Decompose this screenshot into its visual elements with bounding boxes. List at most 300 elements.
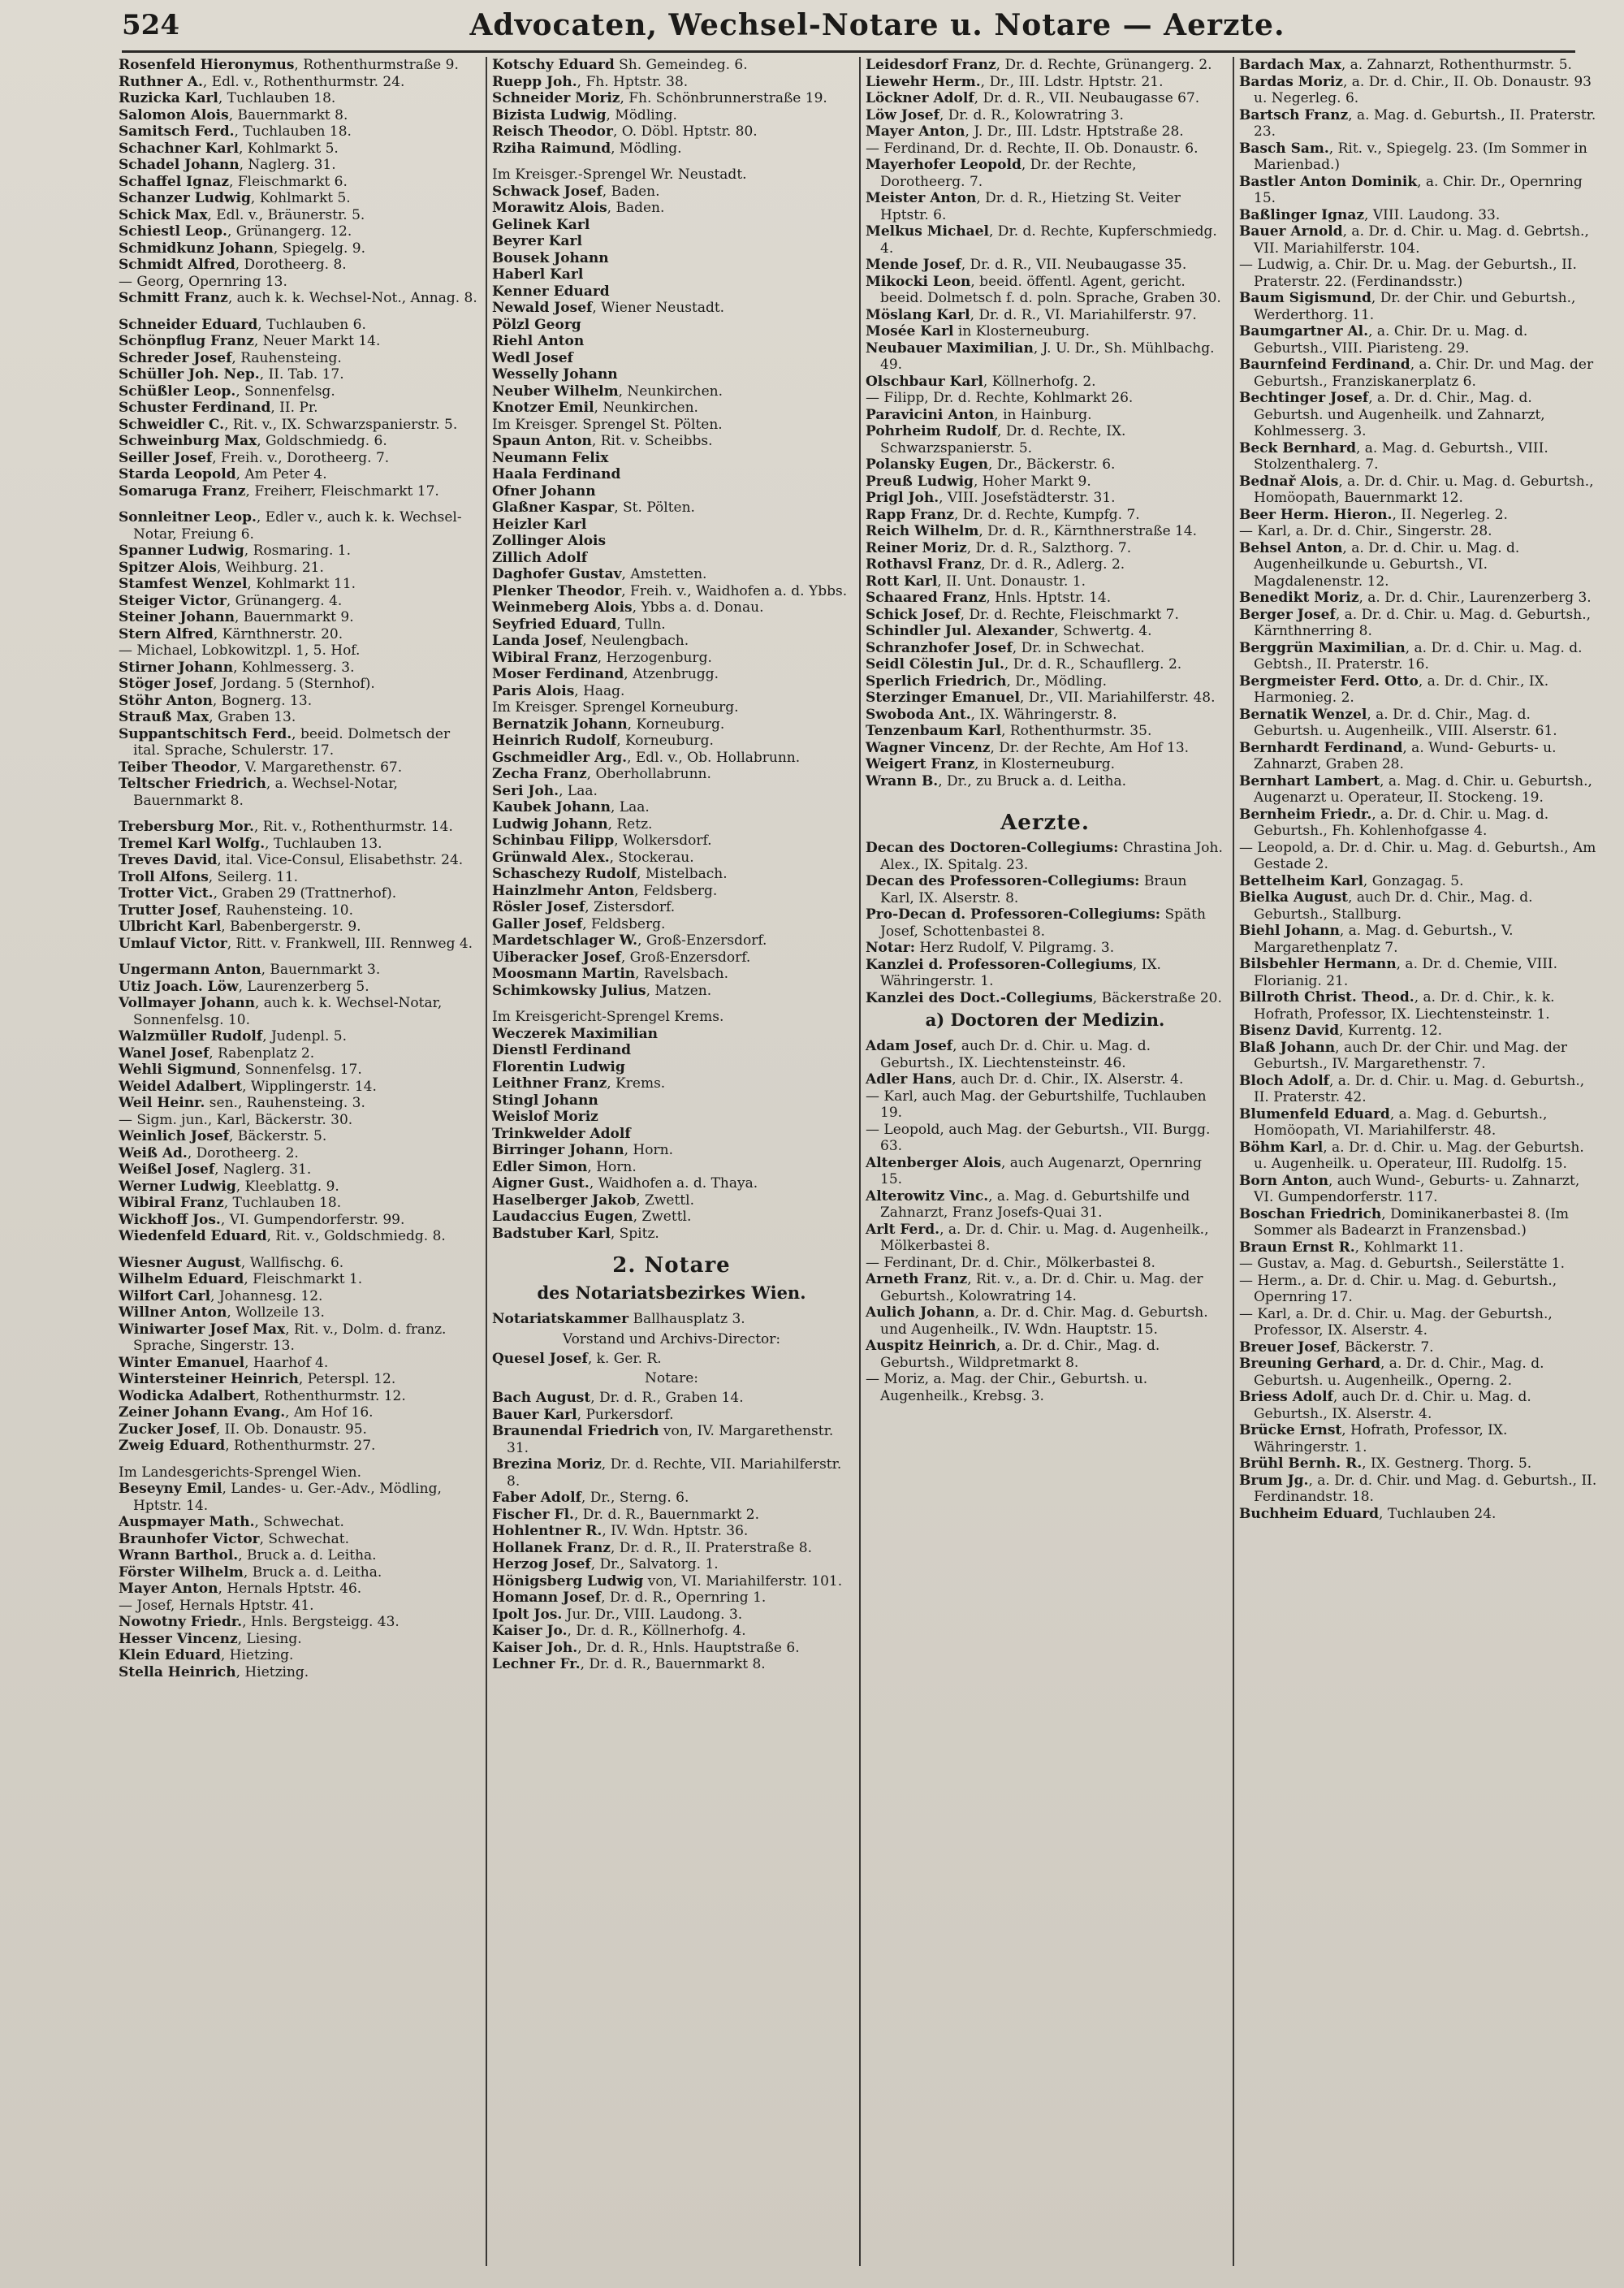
- entry-name: Weinlich Josef: [119, 1128, 229, 1144]
- entry-details: , a. Dr. d. Chir. u. Mag. d. Augenheilkunde u. Geburtsh., VI. Magdalenenstr. 12.: [1254, 539, 1520, 590]
- directory-entry: [1239, 840, 1600, 873]
- entry-details: , Kohlmarkt 5.: [238, 140, 339, 157]
- entry-name: Knotzer Emil: [492, 400, 594, 416]
- entry-name: Braunendal Friedrich: [492, 1423, 659, 1439]
- entry-details: , Edl. v., Bräunerstr. 5.: [207, 206, 365, 223]
- directory-entry: [492, 899, 851, 916]
- directory-entry: [492, 350, 851, 367]
- entry-details: , a. Dr. d. Chir. u. Mag. d. Gebtsh., II. Praterstr. 16.: [1254, 639, 1583, 673]
- entry-name: Polansky Eugen: [866, 456, 989, 473]
- entry-details: , Wallfischg. 6.: [240, 1254, 344, 1271]
- entry-name: Möslang Karl: [866, 306, 970, 323]
- entry-name: Sperlich Friedrich: [866, 673, 1007, 690]
- entry-details: , Fh. Schönbrunnerstraße 19.: [620, 90, 827, 106]
- directory-entry: [119, 776, 477, 809]
- entry-name: Bernhart Lambert: [1239, 772, 1380, 789]
- directory-entry: [866, 656, 1224, 673]
- entry-details: , a. Dr. d. Chir., k. k. Hofrath, Professor, IX. Liechtensteinstr. 1.: [1254, 989, 1555, 1023]
- entry-name: Bergmeister Ferd. Otto: [1239, 673, 1419, 690]
- entry-name: Klein Eduard: [119, 1647, 221, 1663]
- subheading: Notare:: [645, 1370, 698, 1386]
- entry-details: , Dr. d. Rechte, Kumpfg. 7.: [953, 506, 1140, 523]
- entry-name: Schweinburg Max: [119, 433, 257, 449]
- entry-details: , O. Döbl. Hptstr. 80.: [612, 123, 758, 140]
- entry-name: Wrann Barthol.: [119, 1547, 239, 1564]
- directory-entry: [119, 74, 477, 91]
- directory-entry: [119, 333, 477, 350]
- directory-entry: [492, 366, 851, 383]
- entry-details: , Kärnthnerstr. 20.: [213, 625, 343, 642]
- directory-entry: [492, 633, 851, 650]
- entry-name: Schmitt Franz: [119, 290, 228, 306]
- directory-entry: [119, 693, 477, 710]
- entry-details: , a. Dr. d. Chir. u. Mag. d. Geburtsh., II. Praterstr. 42.: [1254, 1072, 1585, 1105]
- entry-details: , Laa.: [559, 782, 598, 799]
- entry-name: Briess Adolf: [1239, 1389, 1333, 1405]
- entry-name: Löw Josef: [866, 106, 939, 123]
- directory-entry: [492, 500, 851, 517]
- entry-name: Schaffel Ignaz: [119, 173, 230, 190]
- entry-details: , Dr. d. R., VII. Neubaugasse 35.: [961, 257, 1187, 273]
- entry-name: Florentin Ludwig: [492, 1058, 625, 1075]
- entry-details: — Karl, auch Mag. der Geburtshilfe, Tuchlauben 19.: [866, 1088, 1207, 1121]
- directory-entry: [119, 466, 477, 483]
- entry-details: , a. Wechsel-Notar, Bauernmarkt 8.: [133, 776, 398, 809]
- entry-details: , Dr., Bäckerstr. 6.: [988, 456, 1116, 473]
- entry-details: , Dr. d. Rechte, VII. Mariahilferstr. 8.: [507, 1456, 842, 1490]
- directory-entry: [866, 1371, 1224, 1404]
- entry-details: , Rit. v., a. Dr. d. Chir. u. Mag. der Geburtsh., Kolowratring 14.: [880, 1271, 1203, 1304]
- directory-entry: [866, 723, 1224, 740]
- directory-entry: [866, 1271, 1224, 1304]
- directory-entry: [866, 1338, 1224, 1371]
- directory-entry: [1239, 1073, 1600, 1106]
- entry-name: Schranzhofer Josef: [866, 639, 1013, 656]
- directory-entry: [492, 1226, 851, 1243]
- directory-entry: [866, 123, 1224, 141]
- directory-entry: [492, 683, 851, 700]
- entry-details: — Ferdinant, Dr. d. Chir., Mölkerbastei 8.: [866, 1254, 1155, 1271]
- directory-entry: [866, 223, 1224, 257]
- entry-details: , Dr. d. R., Bauernmarkt 2.: [573, 1506, 760, 1523]
- directory-entry: [119, 609, 477, 626]
- entry-name: Basch Sam.: [1239, 140, 1329, 157]
- entry-name: Weinmeberg Alois: [492, 599, 633, 616]
- directory-entry: [492, 1159, 851, 1176]
- entry-details: — Moriz, a. Mag. der Chir., Geburtsh. u. Augenheilk., Krebsg. 3.: [866, 1371, 1148, 1404]
- entry-details: , Hietzing.: [220, 1647, 294, 1663]
- entry-name: Schaared Franz: [866, 590, 987, 606]
- entry-details: , Bäckerstraße 20.: [1092, 989, 1222, 1006]
- directory-entry: [492, 983, 851, 1000]
- directory-entry: [1239, 107, 1600, 141]
- directory-entry: [119, 1288, 477, 1305]
- directory-entry: [866, 74, 1224, 91]
- entry-name: Blaß Johann: [1239, 1039, 1336, 1056]
- directory-entry: [119, 869, 477, 886]
- entry-details: , Tuchlauben 6.: [257, 316, 366, 333]
- entry-details: , J. Dr., III. Ldstr. Hptstraße 28.: [965, 123, 1184, 140]
- entry-name: Werner Ludwig: [119, 1178, 236, 1195]
- entry-name: Bernheim Friedr.: [1239, 806, 1372, 823]
- spacer: [119, 952, 477, 962]
- entry-details: , Rothenthurmstraße 9.: [294, 57, 459, 73]
- entry-name: Brühl Bernh. R.: [1239, 1455, 1363, 1472]
- entry-details: , a. Chir. Dr. und Mag. der Geburtsh., Franziskanerplatz 6.: [1254, 357, 1594, 390]
- entry-details: , Ybbs a. d. Donau.: [632, 599, 764, 616]
- entry-details: , a. Dr. d. Chir. u. Mag. d. Geburtsh., Fh. Kohlenhofgasse 4.: [1254, 806, 1549, 839]
- entry-name: Schönpflug Franz: [119, 333, 254, 349]
- entry-name: Kanzlei d. Professoren-Collegiums: [866, 956, 1133, 973]
- directory-entry: [866, 1088, 1224, 1122]
- entry-name: Sonnleitner Leop.: [119, 509, 257, 526]
- entry-details: , Baden.: [602, 183, 660, 200]
- entry-name: Winter Emanuel: [119, 1354, 245, 1371]
- entry-details: , Dr. d. R., Köllnerhofg. 4.: [567, 1623, 746, 1639]
- directory-entry: [119, 1438, 477, 1455]
- directory-entry: [492, 1390, 851, 1407]
- entry-name: Mosée Karl: [866, 323, 954, 340]
- entry-name: Schüßler Leop.: [119, 383, 236, 400]
- entry-details: , Mödling.: [606, 106, 677, 123]
- entry-details: , a. Dr. d. Chir., Mag. d. Geburtsh. und Augenheilk. und Zahnarzt, Kohlmesserg. 3.: [1254, 390, 1545, 439]
- directory-entry: [492, 483, 851, 500]
- entry-details: , auch Dr. der Chir. und Mag. der Geburtsh., IV. Margarethenstr. 7.: [1254, 1039, 1568, 1072]
- entry-name: Laudaccius Eugen: [492, 1209, 633, 1225]
- entry-name: Seyfried Eduard: [492, 616, 617, 633]
- entry-details: , Köllnerhofg. 2.: [983, 373, 1096, 390]
- entry-details: , a. Dr. d. Chir. u. Mag. d. Geburtsh., Kärnthnerring 8.: [1254, 606, 1591, 639]
- entry-details: , Sonnenfelsg. 17.: [235, 1062, 362, 1078]
- entry-details: Im Landesgerichts-Sprengel Wien.: [119, 1464, 362, 1481]
- directory-entry: [119, 483, 477, 500]
- entry-details: , Dr., VII. Mariahilferstr. 48.: [1019, 690, 1216, 706]
- entry-name: Badstuber Karl: [492, 1225, 611, 1242]
- entry-details: Jur. Dr., VIII. Laudong. 3.: [562, 1606, 743, 1623]
- entry-name: Kotschy Eduard: [492, 57, 615, 73]
- entry-name: Homann Josef: [492, 1589, 602, 1606]
- entry-name: Plenker Theodor: [492, 582, 622, 599]
- entry-name: Reich Wilhelm: [866, 523, 979, 539]
- entry-name: Landa Josef: [492, 633, 583, 649]
- entry-name: Wilhelm Eduard: [119, 1271, 244, 1287]
- entry-details: , beeid. Dolmetsch der ital. Sprache, Schulerstr. 17.: [133, 725, 451, 759]
- entry-name: Spaun Anton: [492, 433, 592, 449]
- spacer: [492, 999, 851, 1009]
- entry-name: Spanner Ludwig: [119, 543, 244, 559]
- directory-entry: [866, 423, 1224, 456]
- entry-name: Seiller Josef: [119, 449, 213, 466]
- entry-name: Zeiner Johann Evang.: [119, 1404, 286, 1421]
- directory-entry: [119, 1531, 477, 1548]
- entry-name: Behsel Anton: [1239, 539, 1343, 556]
- entry-name: Schaschezy Rudolf: [492, 866, 637, 882]
- entry-details: , a. Dr. d. Chir., Mag. d. Geburtsh. u. Augenheilk., Operng. 2.: [1254, 1356, 1544, 1389]
- entry-name: Berger Josef: [1239, 606, 1336, 623]
- entry-details: , Krems.: [607, 1075, 666, 1092]
- entry-details: , Kohlmarkt 11.: [247, 576, 356, 592]
- directory-entry: [1239, 141, 1600, 174]
- directory-entry: [119, 726, 477, 759]
- entry-details: , Groß-Enzersdorf.: [637, 932, 767, 949]
- directory-entry: [1239, 740, 1600, 773]
- directory-entry: [492, 883, 851, 900]
- directory-entry: [492, 566, 851, 583]
- directory-entry: [1239, 773, 1600, 807]
- entry-name: Sterzinger Emanuel: [866, 690, 1020, 706]
- directory-entry: [492, 317, 851, 334]
- directory-entry: [1239, 673, 1600, 707]
- entry-name: Schachner Karl: [119, 140, 239, 157]
- directory-entry: [1239, 507, 1600, 524]
- directory-entry: [119, 1355, 477, 1372]
- entry-name: Ungermann Anton: [119, 962, 261, 978]
- entry-details: , Tuchlauben 18.: [223, 1195, 342, 1211]
- directory-entry: [119, 417, 477, 434]
- directory-entry: [492, 916, 851, 933]
- entry-details: , beeid. öffentl. Agent, gericht. beeid. Dolmetsch f. d. poln. Sprache, Graben 30.: [880, 273, 1221, 306]
- entry-name: Stirner Johann: [119, 659, 234, 676]
- column-1: [114, 57, 487, 2266]
- directory-entry: [492, 1026, 851, 1043]
- directory-entry: [119, 576, 477, 593]
- entry-name: Braun Ernst R.: [1239, 1239, 1355, 1256]
- entry-name: Schmidt Alfred: [119, 257, 235, 273]
- page-number: 524: [122, 9, 179, 41]
- entry-details: , J. U. Dr., Sh. Mühlbachg. 49.: [880, 340, 1215, 373]
- entry-details: , auch Dr. d. Chir., Mag. d. Geburtsh., Stallburg.: [1254, 889, 1533, 923]
- directory-entry: [492, 1407, 851, 1424]
- directory-entry: [492, 1351, 851, 1368]
- entry-details: , Tuchlauben 13.: [265, 835, 382, 852]
- entry-details: , Rit. v., Dolm. d. franz. Sprache, Singerstr. 13.: [133, 1321, 447, 1354]
- directory-entry: [1239, 323, 1600, 357]
- directory-entry: [1239, 1339, 1600, 1356]
- entry-details: , a. Dr. d. Chir. u. Mag. d. Augenheilk., Mölkerbastei 8.: [880, 1221, 1209, 1254]
- directory-entry: [1239, 956, 1600, 989]
- entry-name: Biehl Johann: [1239, 923, 1340, 939]
- directory-entry: [492, 1573, 851, 1590]
- column-2: [487, 57, 861, 2266]
- entry-details: , Dr. d. R., Schaufllerg. 2.: [1004, 656, 1182, 673]
- entry-name: Buchheim Eduard: [1239, 1505, 1380, 1522]
- directory-entry: [866, 190, 1224, 223]
- entry-name: Treves David: [119, 852, 218, 868]
- spacer: [119, 1455, 477, 1464]
- entry-details: , Spitz.: [610, 1225, 659, 1242]
- entry-details: , Am Peter 4.: [235, 466, 327, 482]
- directory-entry: [866, 257, 1224, 274]
- entry-details: Ballhausplatz 3.: [628, 1311, 745, 1327]
- columns-container: [114, 57, 1608, 2266]
- directory-entry: [492, 300, 851, 317]
- entry-details: Braun Karl, IX. Alserstr. 8.: [880, 873, 1187, 906]
- entry-details: , Dominikanerbastei 8. (Im Sommer als Badearzt in Franzensbad.): [1254, 1205, 1570, 1239]
- entry-name: Willner Anton: [119, 1304, 227, 1321]
- directory-entry: [492, 650, 851, 667]
- directory-entry: [866, 573, 1224, 590]
- directory-entry: [1239, 1256, 1600, 1273]
- directory-entry: [866, 507, 1224, 524]
- entry-name: Löckner Adolf: [866, 90, 974, 106]
- entry-details: — Ferdinand, Dr. d. Rechte, II. Ob. Donaustr. 6.: [866, 140, 1199, 157]
- directory-entry: [119, 383, 477, 400]
- entry-name: Brum Jg.: [1239, 1472, 1309, 1489]
- directory-entry: [119, 257, 477, 274]
- directory-entry: [492, 217, 851, 234]
- entry-details: , a. Dr. d. Chir., II. Ob. Donaustr. 93 u. Negerleg. 6.: [1254, 73, 1592, 106]
- directory-entry: [866, 1071, 1224, 1088]
- entry-details: , Schwechat.: [254, 1514, 344, 1530]
- directory-entry: [492, 1059, 851, 1076]
- entry-name: Bastler Anton Dominik: [1239, 173, 1418, 190]
- directory-entry: [492, 599, 851, 616]
- entry-name: Mayerhofer Leopold: [866, 157, 1021, 173]
- entry-name: Spitzer Alois: [119, 559, 217, 576]
- directory-entry: [866, 607, 1224, 624]
- entry-details: , k. Ger. R.: [587, 1350, 662, 1367]
- directory-entry: [119, 1321, 477, 1355]
- entry-name: Billroth Christ. Theod.: [1239, 989, 1415, 1006]
- entry-details: — Georg, Opernring 13.: [119, 273, 287, 290]
- directory-entry: [492, 1109, 851, 1126]
- directory-entry: [492, 866, 851, 883]
- directory-entry: [119, 207, 477, 224]
- entry-details: , Kohlmarkt 11.: [1354, 1239, 1464, 1256]
- entry-details: , IX. Währingerstr. 1.: [880, 956, 1161, 989]
- entry-details: , in Klosterneuburg.: [974, 756, 1116, 772]
- directory-entry: [492, 799, 851, 816]
- entry-name: Weil Heinr.: [119, 1095, 205, 1111]
- entry-details: , Matzen.: [646, 982, 712, 999]
- entry-name: Moser Ferdinand: [492, 666, 624, 682]
- directory-entry: [119, 1647, 477, 1664]
- directory-entry: [492, 583, 851, 600]
- directory-entry: [1239, 540, 1600, 590]
- directory-entry: [119, 366, 477, 383]
- directory-entry: [492, 699, 851, 716]
- directory-entry: [866, 307, 1224, 324]
- spacer: [866, 789, 1224, 799]
- entry-details: , auch Augenarzt, Opernring 15.: [880, 1154, 1203, 1187]
- entry-name: Stöger Josef: [119, 676, 214, 692]
- directory-entry: [1239, 1306, 1600, 1339]
- entry-details: , auch Wund-, Geburts- u. Zahnarzt, VI. Gumpendorferstr. 117.: [1254, 1172, 1580, 1205]
- entry-name: Bizista Ludwig: [492, 106, 607, 123]
- directory-entry: [119, 1161, 477, 1179]
- entry-details: , Judenpl. 5.: [262, 1028, 347, 1045]
- entry-details: , Dr. d. R., Hietzing St. Veiter Hptstr. 6.: [880, 190, 1181, 223]
- entry-details: — Michael, Lobkowitzpl. 1, 5. Hof.: [119, 642, 361, 659]
- entry-name: Bardach Max: [1239, 57, 1341, 73]
- directory-entry: [492, 949, 851, 967]
- entry-details: , Oberhollabrunn.: [586, 766, 711, 782]
- entry-name: Bisenz David: [1239, 1023, 1340, 1039]
- entry-details: , Korneuburg.: [627, 716, 725, 733]
- entry-details: , Dr. d. Rechte, Kupferschmiedg. 4.: [880, 223, 1217, 257]
- entry-name: Hainzlmehr Anton: [492, 882, 635, 899]
- entry-details: , Hofrath, Professor, IX. Währingerstr. 1.: [1254, 1422, 1508, 1455]
- entry-details: , Grünangerg. 4.: [226, 592, 343, 609]
- directory-entry: [866, 157, 1224, 190]
- entry-details: , Jordang. 5 (Sternhof).: [213, 676, 375, 692]
- directory-entry: [119, 626, 477, 643]
- entry-details: , Dr. d. Rechte, Fleischmarkt 7.: [960, 606, 1179, 623]
- directory-entry: [119, 157, 477, 174]
- directory-entry: [492, 466, 851, 483]
- entry-name: Haselberger Jakob: [492, 1192, 637, 1209]
- directory-entry: [492, 283, 851, 301]
- entry-details: , auch k. k. Wechsel-Notar, Sonnenfelsg. 10.: [133, 995, 443, 1028]
- entry-name: Auspmayer Math.: [119, 1514, 255, 1530]
- entry-name: Wedl Josef: [492, 349, 573, 366]
- directory-entry: [119, 141, 477, 158]
- directory-entry: [492, 417, 851, 434]
- entry-name: Beck Bernhard: [1239, 439, 1356, 456]
- entry-name: Melkus Michael: [866, 223, 989, 240]
- entry-name: Arlt Ferd.: [866, 1221, 940, 1238]
- entry-name: Steiger Victor: [119, 592, 227, 609]
- directory-entry: [492, 250, 851, 267]
- entry-name: Brücke Ernst: [1239, 1422, 1342, 1438]
- directory-entry: [492, 766, 851, 783]
- entry-details: , Johannesg. 12.: [210, 1287, 323, 1304]
- directory-entry: [1239, 223, 1600, 257]
- entry-details: , Bäckerstr. 7.: [1336, 1339, 1434, 1356]
- directory-entry: [119, 317, 477, 334]
- directory-entry: [119, 979, 477, 996]
- directory-entry: [1239, 207, 1600, 224]
- entry-details: , Neuer Markt 14.: [253, 333, 381, 349]
- entry-name: Troll Alfons: [119, 868, 209, 885]
- directory-entry: [866, 840, 1224, 873]
- entry-details: , Dr. d. R., II. Praterstraße 8.: [610, 1539, 812, 1556]
- entry-details: , IX. Währingerstr. 8.: [970, 706, 1117, 723]
- entry-name: Bernhardt Ferdinand: [1239, 739, 1403, 756]
- entry-name: Bilsbehler Hermann: [1239, 956, 1397, 972]
- entry-name: Gschmeidler Arg.: [492, 749, 628, 766]
- directory-entry: [119, 400, 477, 417]
- entry-details: , Graben 13.: [209, 709, 296, 725]
- entry-details: , Dorotheerg. 2.: [187, 1144, 299, 1161]
- entry-details: , VIII. Josefstädterstr. 31.: [939, 490, 1116, 506]
- entry-name: Daghofer Gustav: [492, 566, 622, 582]
- entry-name: Brezina Moriz: [492, 1456, 602, 1473]
- entry-details: , Herzogenburg.: [597, 649, 712, 666]
- entry-details: , Ritt. v. Frankwell, III. Rennweg 4.: [227, 935, 473, 952]
- directory-entry: [1239, 440, 1600, 474]
- entry-details: , Landes- u. Ger.-Adv., Mödling, Hptstr. 14.: [133, 1481, 442, 1514]
- directory-entry: [492, 141, 851, 158]
- entry-name: Wickhoff Jos.: [119, 1211, 221, 1228]
- directory-entry: [1239, 923, 1600, 956]
- directory-entry: [492, 750, 851, 767]
- directory-entry: [119, 759, 477, 776]
- entry-name: Walzmüller Rudolf: [119, 1028, 263, 1045]
- entry-name: Beer Herm. Hieron.: [1239, 506, 1393, 523]
- entry-name: Trinkwelder Adolf: [492, 1125, 631, 1142]
- entry-name: Kaubek Johann: [492, 799, 611, 815]
- entry-name: Wehli Sigmund: [119, 1062, 236, 1078]
- subsection-heading: a) Doctoren der Medizin.: [925, 1010, 1165, 1030]
- entry-details: , Dr. d. R., Kärnthnerstraße 14.: [978, 523, 1198, 539]
- directory-entry: [866, 407, 1224, 424]
- entry-details: , Neulengbach.: [582, 633, 689, 649]
- entry-name: Bernatzik Johann: [492, 716, 628, 733]
- entry-details: — Leopold, auch Mag. der Geburtsh., VII. Burgg. 63.: [866, 1121, 1211, 1154]
- entry-name: Rothavsl Franz: [866, 556, 982, 573]
- directory-entry: [866, 673, 1224, 690]
